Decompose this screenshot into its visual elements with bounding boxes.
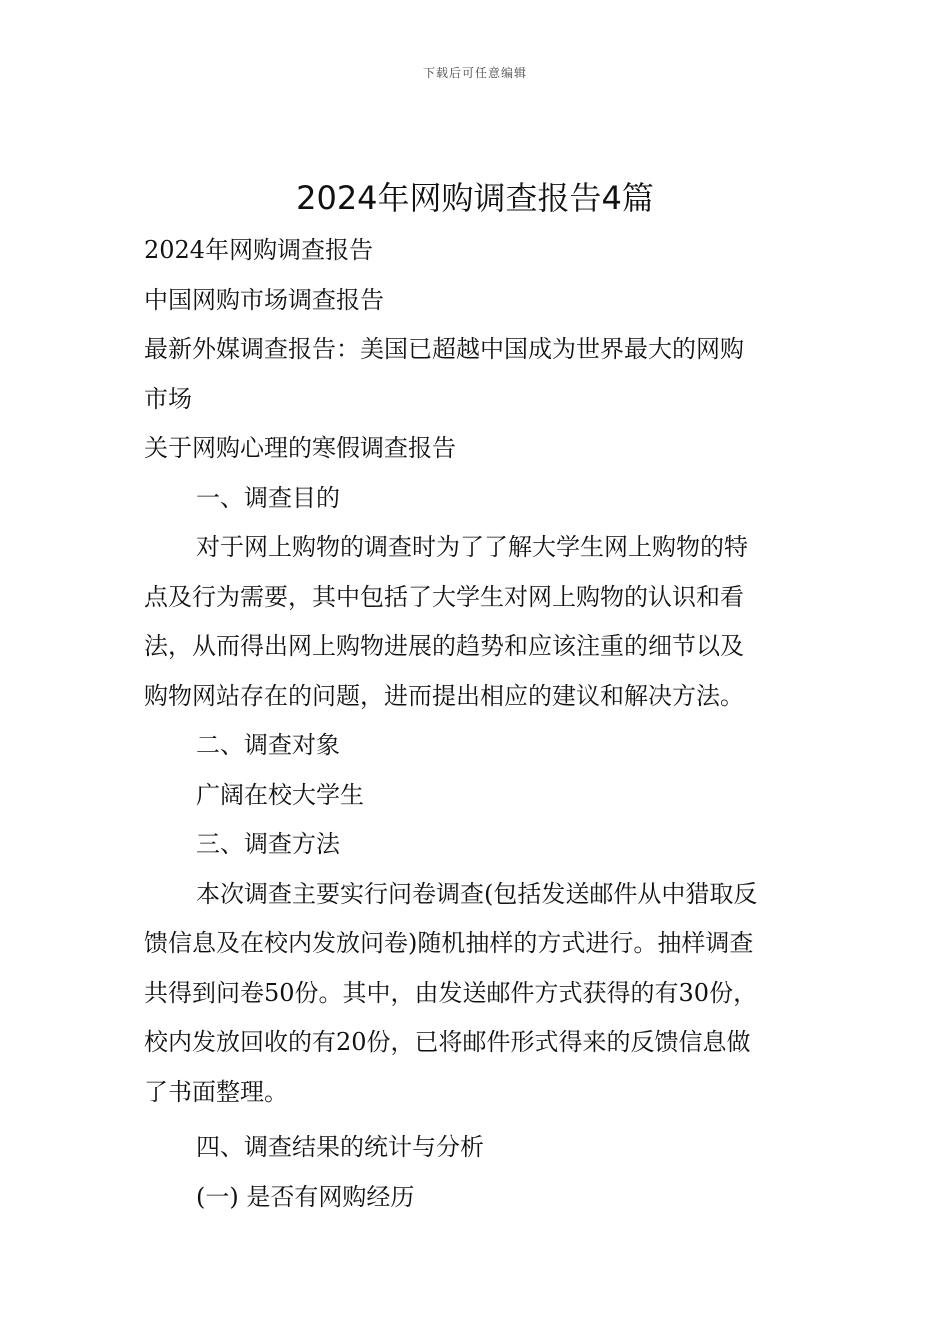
paragraph-purpose-line: 法，从而得出网上购物进展的趋势和应该注重的细节以及 <box>144 632 744 660</box>
report-subtitle-2: 中国网购市场调查报告 <box>144 285 384 314</box>
report-subtitle-3: 最新外媒调查报告：美国已超越中国成为世界最大的网购 <box>144 335 744 363</box>
header-note: 下载后可任意编辑 <box>422 66 527 80</box>
paragraph-purpose-line: 购物网站存在的问题，进而提出相应的建议和解决方法。 <box>144 681 744 710</box>
report-subtitle-4: 关于网购心理的寒假调查报告 <box>144 434 456 462</box>
report-subtitle-1: 2024年网购调查报告 <box>144 236 374 264</box>
paragraph-purpose-line: 点及行为需要，其中包括了大学生对网上购物的认识和看 <box>144 582 744 611</box>
section-heading-subject: 二、调查对象 <box>196 731 340 759</box>
paragraph-method-line: 共得到问卷50份。其中，由发送邮件方式获得的有30份， <box>144 978 758 1007</box>
document-title: 2024年网购调查报告4篇 <box>296 179 654 217</box>
paragraph-method-line: 馈信息及在校内发放问卷)随机抽样的方式进行。抽样调查 <box>144 929 754 957</box>
paragraph-method-line: 校内发放回收的有20份，已将邮件形式得来的反馈信息做 <box>144 1028 751 1056</box>
paragraph-method-line: 了书面整理。 <box>144 1077 288 1106</box>
section-heading-method: 三、调查方法 <box>196 830 340 858</box>
paragraph-purpose-line: 对于网上购物的调查时为了了解大学生网上购物的特 <box>196 533 748 561</box>
section-heading-purpose: 一、调查目的 <box>196 483 340 512</box>
report-subtitle-3-cont: 市场 <box>144 384 192 413</box>
section-heading-results: 四、调查结果的统计与分析 <box>196 1133 484 1161</box>
paragraph-subject: 广阔在校大学生 <box>196 780 364 809</box>
document-body <box>144 226 808 1222</box>
paragraph-method-line: 本次调查主要实行问卷调查(包括发送邮件从中猎取反 <box>196 879 758 908</box>
subsection-heading-experience: (一) 是否有网购经历 <box>196 1182 415 1211</box>
